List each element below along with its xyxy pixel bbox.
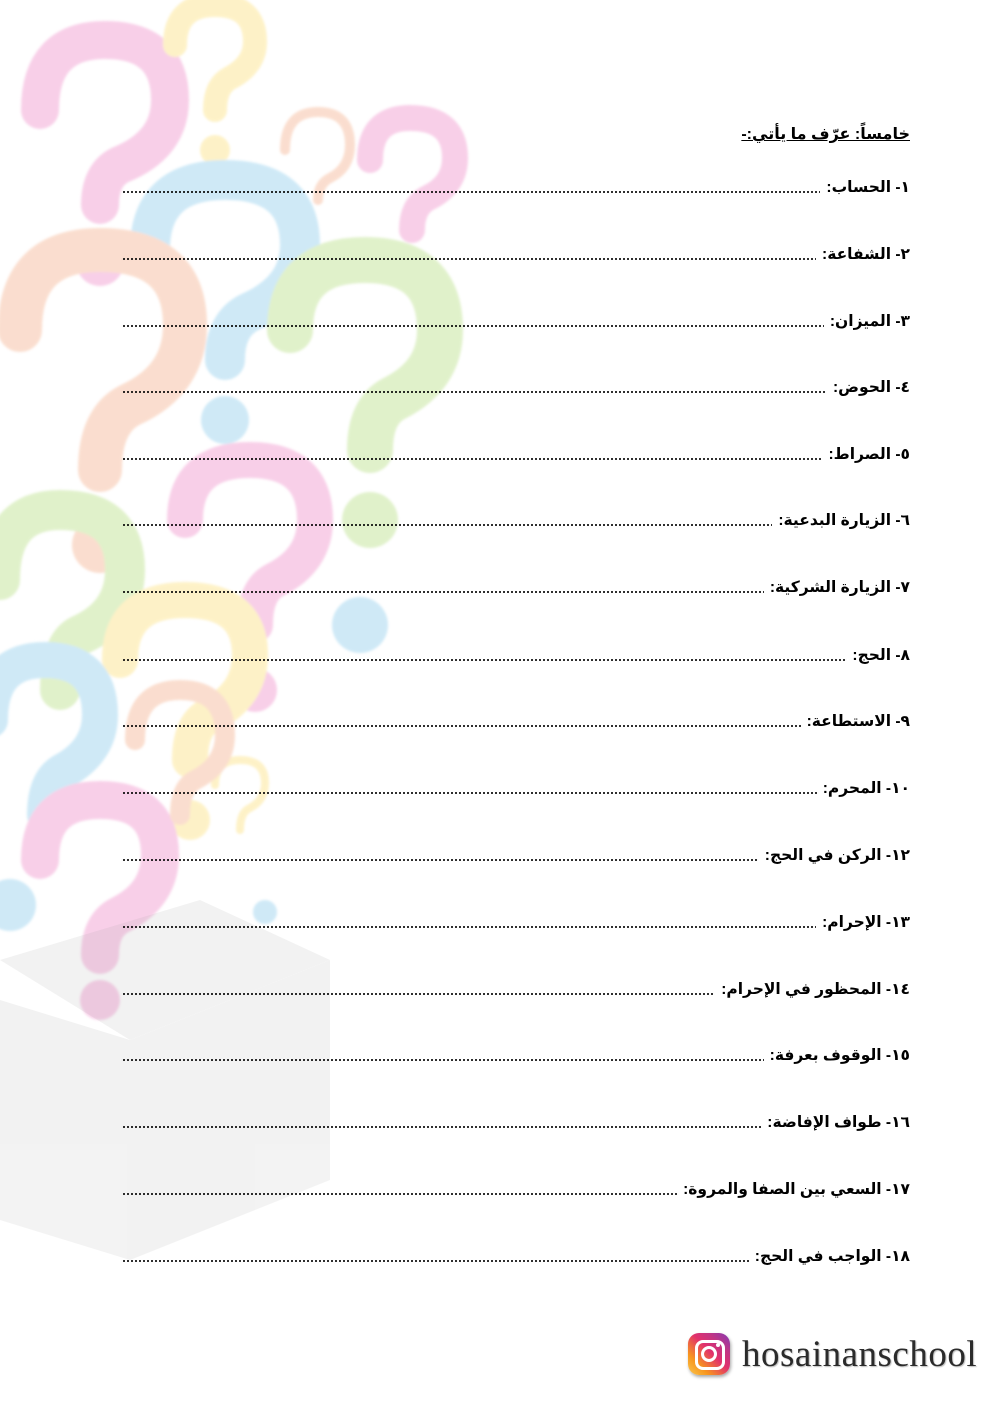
item-label: ٦- الزيارة البدعية: <box>778 512 910 529</box>
answer-line[interactable] <box>122 1059 764 1061</box>
definition-item <box>122 373 910 397</box>
answer-line[interactable] <box>122 391 827 393</box>
item-label: ٧- الزيارة الشركية: <box>769 579 910 596</box>
definition-item <box>122 908 910 932</box>
answer-line[interactable] <box>122 725 801 727</box>
item-label: ١٤- المحظور في الإحرام: <box>721 981 910 998</box>
definition-item <box>122 573 910 597</box>
answer-line[interactable] <box>122 993 715 995</box>
item-label: ٨- الحج: <box>852 647 910 664</box>
item-label: ١٣- الإحرام: <box>822 914 910 931</box>
answer-line[interactable] <box>122 926 816 928</box>
definition-item <box>122 173 910 197</box>
answer-line[interactable] <box>122 191 820 193</box>
definition-item <box>122 841 910 865</box>
item-label: ١٥- الوقوف بعرفة: <box>769 1047 910 1064</box>
instagram-icon <box>688 1333 730 1375</box>
answer-line[interactable] <box>122 591 764 593</box>
instagram-handle: hosainanschool <box>742 1333 978 1375</box>
item-label: ٩- الاستطاعة: <box>806 713 910 730</box>
item-label: ١٧- السعي بين الصفا والمروة: <box>683 1181 910 1198</box>
item-label: ١- الحساب: <box>826 179 910 196</box>
item-label: ١٨- الواجب في الحج: <box>754 1248 910 1265</box>
definition-item <box>122 506 910 530</box>
definition-item <box>122 707 910 731</box>
item-label: ١٠- المحرم: <box>822 780 910 797</box>
definition-item <box>122 641 910 665</box>
definition-item <box>122 240 910 264</box>
item-label: ٣- الميزان: <box>829 313 910 330</box>
item-label: ٢- الشفاعة: <box>822 246 910 263</box>
item-label: ١٢- الركن في الحج: <box>764 847 910 864</box>
definition-item <box>122 1242 910 1266</box>
answer-line[interactable] <box>122 1193 677 1195</box>
section-heading: خامساً: عرّف ما يأتي:- <box>741 126 910 143</box>
definition-item <box>122 440 910 464</box>
item-label: ١٦- طواف الإفاضة: <box>767 1114 910 1131</box>
answer-line[interactable] <box>122 859 759 861</box>
answer-line[interactable] <box>122 792 817 794</box>
definition-item <box>122 1175 910 1199</box>
answer-line[interactable] <box>122 659 846 661</box>
instagram-branding[interactable] <box>688 1330 977 1378</box>
definition-item <box>122 774 910 798</box>
answer-line[interactable] <box>122 258 816 260</box>
answer-line[interactable] <box>122 458 822 460</box>
item-label: ٤- الحوض: <box>833 379 910 396</box>
answer-line[interactable] <box>122 1126 761 1128</box>
definition-item <box>122 307 910 331</box>
item-label: ٥- الصراط: <box>828 446 910 463</box>
definition-item <box>122 1108 910 1132</box>
answer-line[interactable] <box>122 524 772 526</box>
answer-line[interactable] <box>122 325 824 327</box>
definition-item <box>122 1041 910 1065</box>
answer-line[interactable] <box>122 1260 749 1262</box>
definition-item <box>122 975 910 999</box>
